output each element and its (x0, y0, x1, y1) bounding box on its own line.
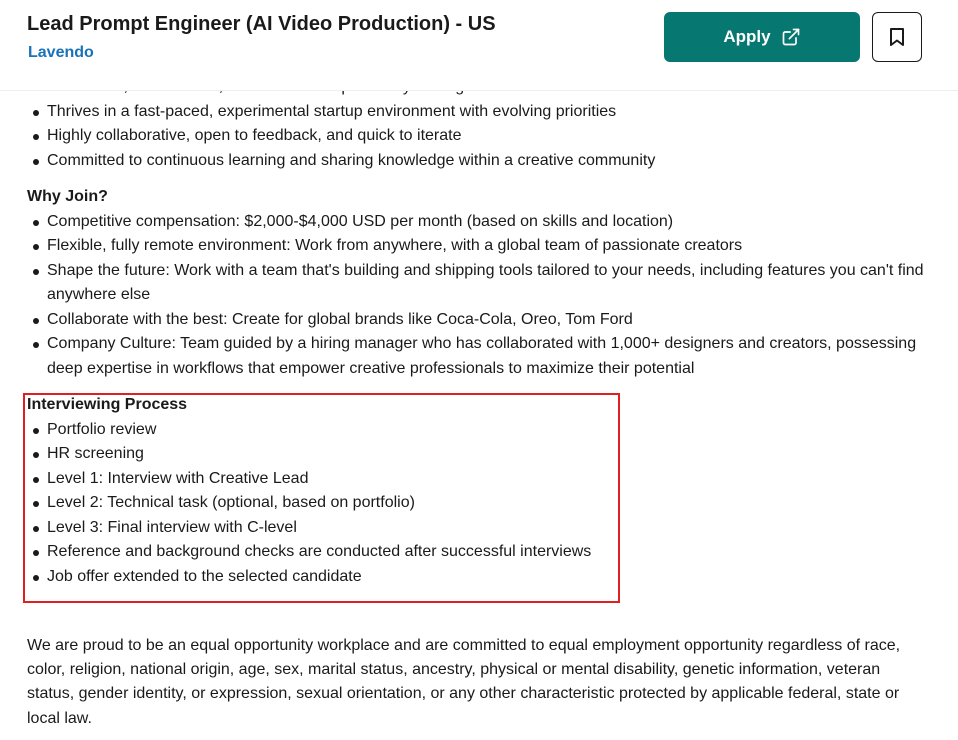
company-link[interactable]: Lavendo (28, 44, 94, 61)
list-item: Portfolio review (27, 418, 927, 443)
list-item: Reference and background checks are conducted after successful interviews (27, 540, 927, 565)
why-join-list (27, 210, 927, 382)
list-item: Job offer extended to the selected candidate (27, 565, 927, 590)
why-join-heading: Why Join? (27, 188, 108, 205)
job-header (0, 0, 958, 91)
job-title: Lead Prompt Engineer (AI Video Production) - US (27, 13, 496, 35)
external-link-icon (781, 27, 801, 47)
list-item: Competitive compensation: $2,000-$4,000 USD per month (based on skills and location) (27, 210, 927, 235)
interviewing-process-list (27, 418, 927, 590)
list-item: Thrives in a fast-paced, experimental startup environment with evolving priorities (27, 100, 927, 125)
interviewing-process-heading: Interviewing Process (27, 396, 188, 413)
list-item: Committed to continuous learning and sharing knowledge within a creative community (27, 149, 927, 174)
list-item: Collaborate with the best: Create for global brands like Coca-Cola, Oreo, Tom Ford (27, 308, 927, 333)
list-item: Highly collaborative, open to feedback, and quick to iterate (27, 124, 927, 149)
bookmark-icon (888, 27, 906, 47)
apply-button-label: Apply (723, 27, 771, 46)
list-item: Level 2: Technical task (optional, based on portfolio) (27, 491, 927, 516)
bookmark-button[interactable] (872, 12, 922, 62)
list-item: Level 3: Final interview with C-level (27, 516, 927, 541)
list-item: Level 1: Interview with Creative Lead (27, 467, 927, 492)
list-item: Flexible, fully remote environment: Work from anywhere, with a global team of passionate creators (27, 234, 927, 259)
apply-button[interactable] (664, 12, 860, 62)
list-item: Company Culture: Team guided by a hiring manager who has collaborated with 1,000+ designers and creators, possessing deep expertise in workflows that empower creative professionals to maximize their potential (27, 332, 927, 381)
list-item: HR screening (27, 442, 927, 467)
job-description (27, 0, 927, 731)
eeo-statement: We are proud to be an equal opportunity workplace and are committed to equal employment opportunity regardless of race, color, religion, national origin, age, sex, marital status, ancestry, physical or mental disability, genetic information, veteran status, gender identity, or expression, sexual orientation, or any other characteristic protected by applicable federal, state or local law. (27, 637, 901, 727)
list-item: Shape the future: Work with a team that's building and shipping tools tailored to your needs, including features you can't find anywhere else (27, 259, 927, 308)
